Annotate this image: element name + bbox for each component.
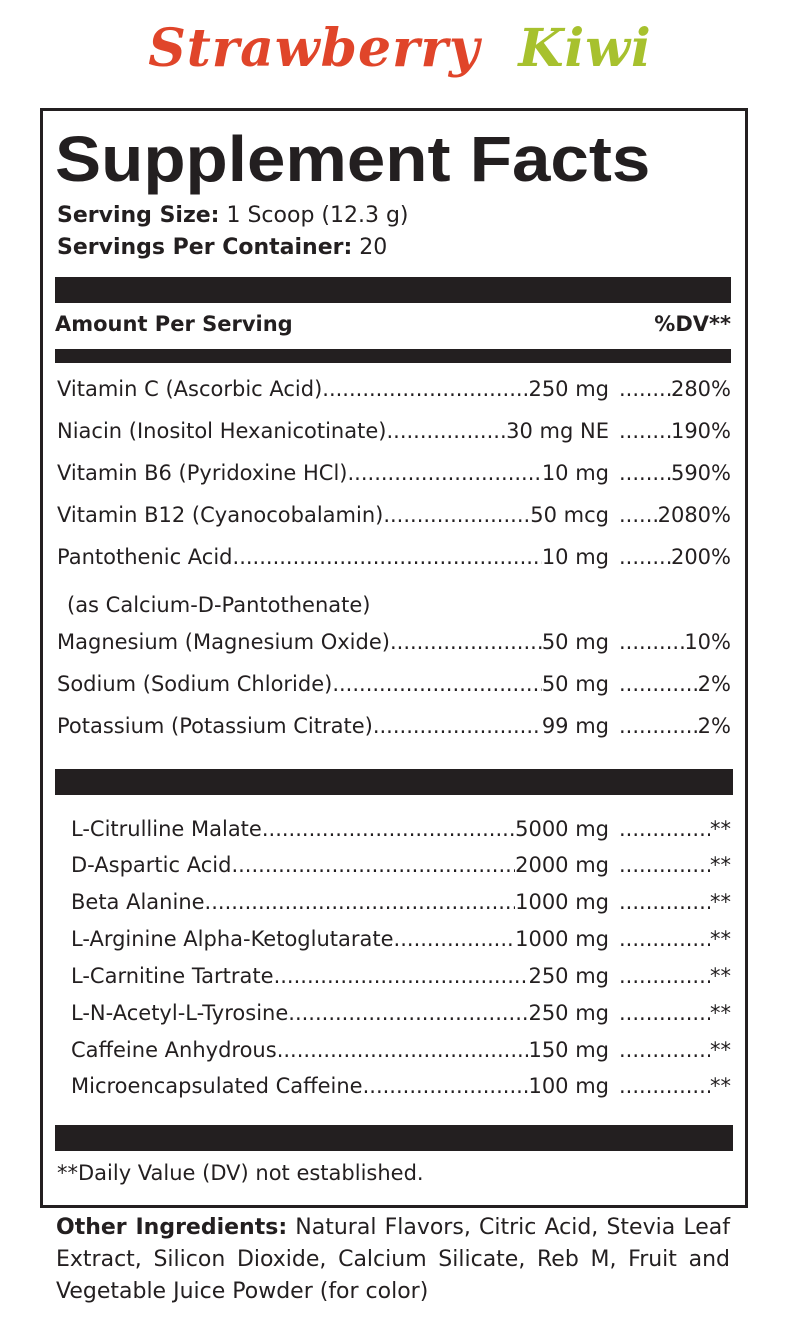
dot-leader bbox=[274, 964, 529, 988]
divider-thick-middle bbox=[55, 769, 733, 795]
dv-cell bbox=[619, 853, 731, 877]
ingredient-dv: 10% bbox=[684, 630, 731, 654]
ingredient-name: Caffeine Anhydrous bbox=[71, 1038, 277, 1062]
servings-per-container bbox=[57, 233, 387, 263]
ingredient-name: D-Aspartic Acid bbox=[71, 853, 232, 877]
divider-thick-top bbox=[55, 277, 731, 303]
dot-leader bbox=[619, 461, 671, 485]
dot-leader bbox=[619, 927, 710, 951]
ingredient-dv: ** bbox=[710, 964, 731, 988]
dot-leader bbox=[262, 817, 515, 841]
ingredient-amount: 100 mg bbox=[528, 1074, 609, 1098]
dot-leader bbox=[619, 672, 698, 696]
ingredient-amount: 250 mg bbox=[528, 377, 609, 401]
vitamin-row bbox=[57, 461, 731, 485]
dv-cell bbox=[619, 1074, 731, 1098]
dot-leader bbox=[619, 817, 710, 841]
dv-cell bbox=[619, 630, 731, 654]
dot-leader bbox=[390, 630, 542, 654]
flavor-title bbox=[0, 14, 800, 84]
dot-leader bbox=[619, 503, 658, 527]
dot-leader bbox=[233, 545, 542, 569]
ingredient-dv: ** bbox=[710, 817, 731, 841]
ingredient-name: L-Carnitine Tartrate bbox=[71, 964, 274, 988]
dv-cell bbox=[619, 419, 731, 443]
blend-row bbox=[71, 1001, 731, 1025]
dot-leader bbox=[277, 1038, 529, 1062]
dv-cell bbox=[619, 1038, 731, 1062]
dot-leader bbox=[386, 419, 506, 443]
ingredient-dv: ** bbox=[710, 927, 731, 951]
ingredient-dv: ** bbox=[710, 890, 731, 914]
vitamin-row bbox=[57, 545, 731, 569]
ingredient-dv: ** bbox=[710, 853, 731, 877]
blend-row bbox=[71, 927, 731, 951]
ingredient-name: Beta Alanine bbox=[71, 890, 205, 914]
ingredient-dv: 2080% bbox=[657, 503, 731, 527]
dot-leader bbox=[619, 545, 671, 569]
dot-leader bbox=[231, 853, 515, 877]
other-ingredients-text: Natural Flavors, Citric Acid, Stevia Leaf Extract, Silicon Dioxide, Calcium Silicate, Reb M, Fruit and Vegetable Juice Powder (for color) bbox=[56, 1215, 730, 1304]
dot-leader bbox=[373, 714, 542, 738]
dot-leader bbox=[205, 890, 516, 914]
ingredient-dv: 190% bbox=[670, 419, 731, 443]
dot-leader bbox=[619, 377, 671, 401]
dot-leader bbox=[394, 927, 516, 951]
dot-leader bbox=[619, 890, 710, 914]
ingredient-name: Niacin (Inositol Hexanicotinate) bbox=[57, 419, 387, 443]
dv-header: %DV** bbox=[654, 312, 731, 336]
dot-leader bbox=[322, 377, 528, 401]
dot-leader bbox=[383, 503, 530, 527]
vitamin-row bbox=[57, 377, 731, 401]
flavor-word-kiwi: Kiwi bbox=[518, 18, 652, 79]
dot-leader bbox=[619, 964, 710, 988]
dot-leader bbox=[619, 1074, 710, 1098]
blend-row bbox=[71, 1038, 731, 1062]
vitamin-row bbox=[57, 714, 731, 738]
servings-per-container-value: 20 bbox=[352, 235, 388, 260]
column-header bbox=[55, 309, 731, 339]
dot-leader bbox=[619, 1038, 710, 1062]
ingredient-amount: 2000 mg bbox=[515, 853, 609, 877]
ingredient-amount: 50 mg bbox=[541, 672, 609, 696]
ingredient-amount: 50 mg bbox=[541, 630, 609, 654]
ingredient-name: Magnesium (Magnesium Oxide) bbox=[57, 630, 390, 654]
other-ingredients bbox=[56, 1212, 730, 1308]
divider-medium bbox=[55, 349, 731, 363]
ingredient-dv: 200% bbox=[670, 545, 731, 569]
flavor-word-strawberry: Strawberry bbox=[148, 18, 481, 79]
dv-cell bbox=[619, 503, 731, 527]
ingredient-amount: 50 mcg bbox=[530, 503, 609, 527]
ingredient-dv: ** bbox=[710, 1001, 731, 1025]
blend-row bbox=[71, 1074, 731, 1098]
ingredient-name: Vitamin B6 (Pyridoxine HCl) bbox=[57, 461, 348, 485]
amount-per-serving-header: Amount Per Serving bbox=[55, 312, 293, 336]
serving-size-label: Serving Size: bbox=[57, 203, 220, 228]
dv-cell bbox=[619, 377, 731, 401]
blend-row bbox=[71, 817, 731, 841]
dv-cell bbox=[619, 817, 731, 841]
ingredient-dv: ** bbox=[710, 1038, 731, 1062]
ingredient-name: Vitamin C (Ascorbic Acid) bbox=[57, 377, 323, 401]
serving-size bbox=[57, 201, 409, 231]
ingredient-name: Sodium (Sodium Chloride) bbox=[57, 672, 333, 696]
pantothenic-source: (as Calcium-D-Pantothenate) bbox=[67, 593, 371, 617]
ingredient-amount: 1000 mg bbox=[515, 890, 609, 914]
ingredient-name: Potassium (Potassium Citrate) bbox=[57, 714, 373, 738]
dv-footnote: **Daily Value (DV) not established. bbox=[57, 1161, 424, 1185]
dv-cell bbox=[619, 461, 731, 485]
ingredient-amount: 1000 mg bbox=[515, 927, 609, 951]
serving-size-value: 1 Scoop (12.3 g) bbox=[219, 203, 409, 228]
vitamin-row bbox=[57, 419, 731, 443]
dot-leader bbox=[619, 419, 671, 443]
dot-leader bbox=[619, 1001, 710, 1025]
dot-leader bbox=[619, 630, 684, 654]
other-ingredients-label: Other Ingredients: bbox=[56, 1215, 288, 1240]
dv-cell bbox=[619, 1001, 731, 1025]
vitamin-row bbox=[57, 630, 731, 654]
ingredient-name: Microencapsulated Caffeine bbox=[71, 1074, 363, 1098]
dv-cell bbox=[619, 672, 731, 696]
ingredient-dv: 280% bbox=[670, 377, 731, 401]
dot-leader bbox=[288, 1001, 528, 1025]
panel-title: Supplement Facts bbox=[55, 123, 651, 195]
blend-row bbox=[71, 890, 731, 914]
dv-cell bbox=[619, 964, 731, 988]
ingredient-name: L-N-Acetyl-L-Tyrosine bbox=[71, 1001, 289, 1025]
ingredient-name: Pantothenic Acid bbox=[57, 545, 233, 569]
ingredient-dv: 2% bbox=[697, 672, 731, 696]
servings-per-container-label: Servings Per Container: bbox=[57, 235, 353, 260]
blend-row bbox=[71, 853, 731, 877]
ingredient-amount: 10 mg bbox=[541, 545, 609, 569]
dot-leader bbox=[619, 714, 698, 738]
dv-cell bbox=[619, 927, 731, 951]
dot-leader bbox=[348, 461, 542, 485]
ingredient-name: Vitamin B12 (Cyanocobalamin) bbox=[57, 503, 384, 527]
ingredient-amount: 30 mg NE bbox=[506, 419, 609, 443]
ingredient-amount: 99 mg bbox=[541, 714, 609, 738]
ingredient-dv: ** bbox=[710, 1074, 731, 1098]
ingredient-dv: 2% bbox=[697, 714, 731, 738]
dot-leader bbox=[332, 672, 541, 696]
vitamin-row bbox=[57, 672, 731, 696]
dv-cell bbox=[619, 890, 731, 914]
ingredient-name: L-Citrulline Malate bbox=[71, 817, 262, 841]
ingredient-amount: 150 mg bbox=[528, 1038, 609, 1062]
ingredient-amount: 10 mg bbox=[541, 461, 609, 485]
ingredient-dv: 590% bbox=[670, 461, 731, 485]
dot-leader bbox=[619, 853, 710, 877]
vitamin-row bbox=[57, 503, 731, 527]
dot-leader bbox=[363, 1074, 529, 1098]
ingredient-name: L-Arginine Alpha-Ketoglutarate bbox=[71, 927, 394, 951]
dv-cell bbox=[619, 714, 731, 738]
supplement-facts-panel bbox=[40, 108, 748, 1208]
divider-thick-bottom bbox=[55, 1125, 733, 1151]
dv-cell bbox=[619, 545, 731, 569]
blend-row bbox=[71, 964, 731, 988]
ingredient-amount: 250 mg bbox=[528, 1001, 609, 1025]
ingredient-amount: 250 mg bbox=[528, 964, 609, 988]
ingredient-amount: 5000 mg bbox=[515, 817, 609, 841]
